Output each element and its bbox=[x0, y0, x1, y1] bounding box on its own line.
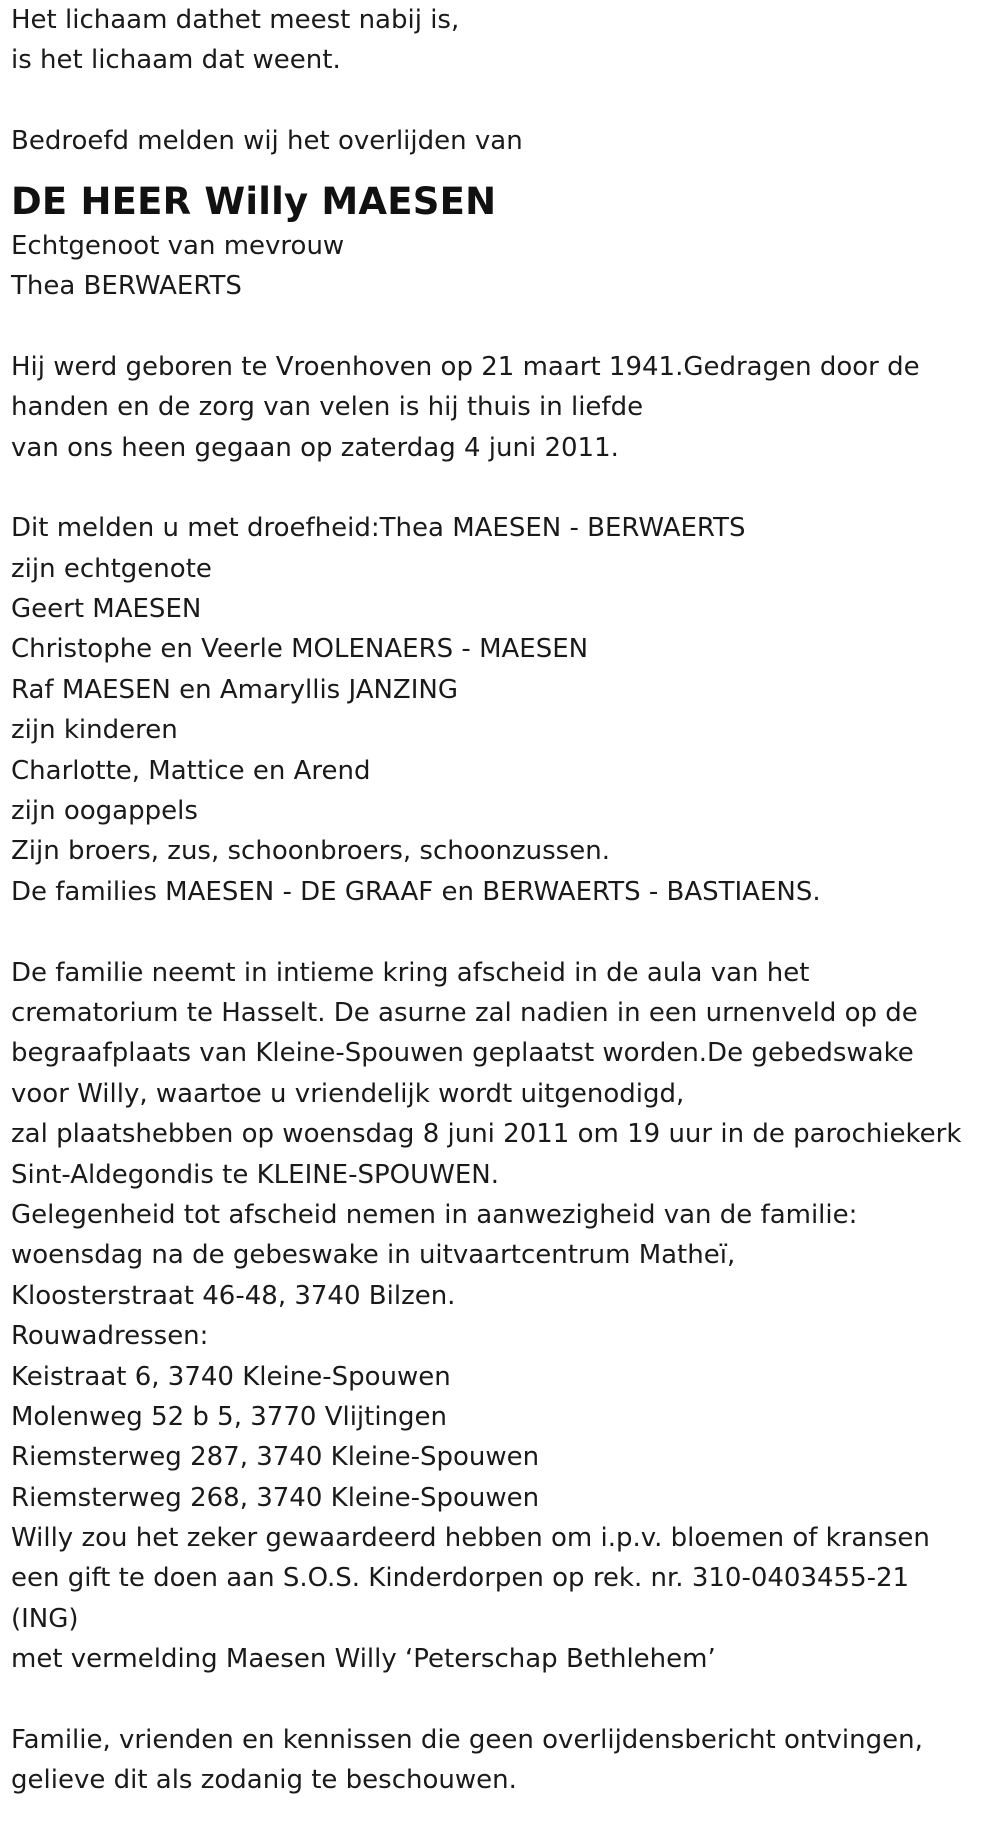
ceremony-line: woensdag na de gebeswake in uitvaartcentrum Matheï, bbox=[11, 1240, 736, 1271]
ceremony-line: begraafplaats van Kleine-Spouwen geplaatst worden.De gebedswake bbox=[11, 1038, 914, 1069]
spouse-line: Echtgenoot van mevrouw bbox=[11, 230, 345, 261]
text-line: van ons heen gegaan op zaterdag 4 juni 2011. bbox=[11, 432, 619, 463]
family-line: Dit melden u met droefheid:Thea MAESEN - BERWAERTS bbox=[11, 513, 746, 544]
closing-note bbox=[11, 1720, 991, 1801]
ceremony-line: zal plaatshebben op woensdag 8 juni 2011 om 19 uur in de parochiekerk bbox=[11, 1119, 962, 1150]
family-line: Christophe en Veerle MOLENAERS - MAESEN bbox=[11, 634, 589, 665]
spacer bbox=[11, 912, 991, 952]
spouse-info bbox=[11, 226, 991, 307]
spacer bbox=[11, 1680, 991, 1720]
closing-line: gelieve dit als zodanig te beschouwen. bbox=[11, 1765, 517, 1796]
ceremony-line: crematorium te Hasselt. De asurne zal nadien in een urnenveld op de bbox=[11, 997, 918, 1028]
family-line: Charlotte, Mattice en Arend bbox=[11, 755, 371, 786]
ceremony-line: Kloosterstraat 46-48, 3740 Bilzen. bbox=[11, 1280, 456, 1311]
ceremony-line: (ING) bbox=[11, 1603, 79, 1634]
address-line: Riemsterweg 268, 3740 Kleine-Spouwen bbox=[11, 1482, 540, 1513]
deceased-name: DE HEER Willy MAESEN bbox=[11, 179, 497, 223]
obituary-notice bbox=[11, 0, 991, 1801]
spacer bbox=[11, 468, 991, 508]
spacer bbox=[11, 81, 991, 121]
ceremony-line: voor Willy, waartoe u vriendelijk wordt uitgenodigd, bbox=[11, 1078, 685, 1109]
poem bbox=[11, 0, 991, 81]
family-list bbox=[11, 508, 991, 912]
ceremony-line: een gift te doen aan S.O.S. Kinderdorpen op rek. nr. 310-0403455-21 bbox=[11, 1563, 910, 1594]
address-line: Molenweg 52 b 5, 3770 Vlijtingen bbox=[11, 1401, 448, 1432]
ceremony-line: Willy zou het zeker gewaardeerd hebben om i.p.v. bloemen of kransen bbox=[11, 1523, 930, 1554]
poem-line: is het lichaam dat weent. bbox=[11, 45, 341, 76]
family-line: Zijn broers, zus, schoonbroers, schoonzussen. bbox=[11, 836, 610, 867]
poem-line: Het lichaam dathet meest nabij is, bbox=[11, 5, 460, 35]
ceremony-line: De familie neemt in intieme kring afscheid in de aula van het bbox=[11, 957, 810, 988]
ceremony-line: Sint-Aldegondis te KLEINE-SPOUWEN. bbox=[11, 1159, 500, 1190]
closing-line: Familie, vrienden en kennissen die geen overlijdensbericht ontvingen, bbox=[11, 1725, 923, 1756]
family-line: De families MAESEN - DE GRAAF en BERWAERTS - BASTIAENS. bbox=[11, 876, 821, 907]
family-line: Geert MAESEN bbox=[11, 594, 202, 625]
announcement-intro: Bedroefd melden wij het overlijden van bbox=[11, 126, 523, 157]
ceremony-details bbox=[11, 953, 991, 1680]
text-line: handen en de zorg van velen is hij thuis in liefde bbox=[11, 392, 644, 423]
birth-and-passing bbox=[11, 347, 991, 468]
ceremony-line: Gelegenheid tot afscheid nemen in aanwezigheid van de familie: bbox=[11, 1199, 858, 1230]
ceremony-line: met vermelding Maesen Willy ‘Peterschap Bethlehem’ bbox=[11, 1644, 716, 1675]
spouse-line: Thea BERWAERTS bbox=[11, 270, 242, 301]
ceremony-line: Rouwadressen: bbox=[11, 1321, 209, 1352]
address-line: Keistraat 6, 3740 Kleine-Spouwen bbox=[11, 1361, 451, 1392]
family-line: zijn echtgenote bbox=[11, 553, 212, 584]
text-line: Hij werd geboren te Vroenhoven op 21 maart 1941.Gedragen door de bbox=[11, 351, 920, 382]
address-line: Riemsterweg 287, 3740 Kleine-Spouwen bbox=[11, 1442, 540, 1473]
family-line: zijn oogappels bbox=[11, 796, 198, 827]
family-line: Raf MAESEN en Amaryllis JANZING bbox=[11, 674, 459, 705]
spacer bbox=[11, 306, 991, 346]
family-line: zijn kinderen bbox=[11, 715, 178, 746]
